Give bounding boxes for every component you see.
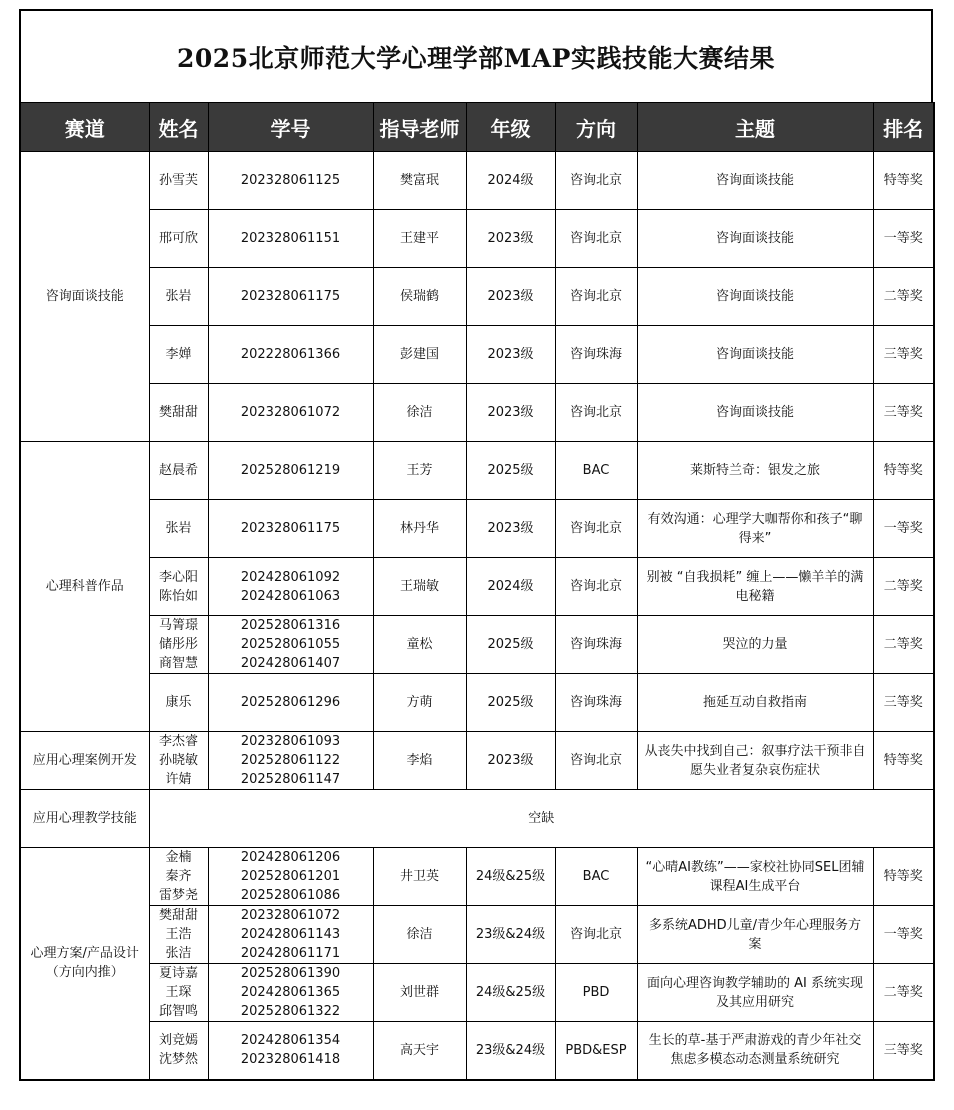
cell-advisor: 王建平 [373,210,466,268]
cell-track: 应用心理教学技能 [20,790,149,848]
cell-student-ids: 202328061125 [208,152,373,210]
table-row [20,210,934,268]
cell-student-ids: 202528061316 202528061055 202428061407 [208,616,373,674]
cell-topic: 咨询面谈技能 [637,268,873,326]
cell-advisor: 徐洁 [373,384,466,442]
cell-student-ids: 202428061206 202528061201 202528061086 [208,848,373,906]
cell-grade: 24级&25级 [466,848,555,906]
cell-student-ids: 202328061151 [208,210,373,268]
cell-grade: 23级&24级 [466,1022,555,1080]
cell-student-ids: 202328061072 202428061143 202428061171 [208,906,373,964]
cell-student-ids: 202328061175 [208,500,373,558]
cell-rank: 三等奖 [873,674,934,732]
cell-grade: 2023级 [466,500,555,558]
cell-rank: 二等奖 [873,616,934,674]
cell-topic: 莱斯特兰奇：银发之旅 [637,442,873,500]
cell-names: 李心阳 陈怡如 [149,558,208,616]
cell-topic: 咨询面谈技能 [637,326,873,384]
cell-grade: 24级&25级 [466,964,555,1022]
cell-direction: 咨询北京 [555,268,637,326]
table-row [20,442,934,500]
cell-advisor: 彭建国 [373,326,466,384]
header-rank: 排名 [873,103,934,152]
header-name: 姓名 [149,103,208,152]
cell-advisor: 王芳 [373,442,466,500]
cell-topic: 多系统ADHD儿童/青少年心理服务方案 [637,906,873,964]
cell-student-ids: 202228061366 [208,326,373,384]
cell-direction: BAC [555,442,637,500]
table-row [20,152,934,210]
cell-advisor: 井卫英 [373,848,466,906]
cell-rank: 特等奖 [873,732,934,790]
table-row [20,500,934,558]
header-advisor: 指导老师 [373,103,466,152]
cell-topic: 哭泣的力量 [637,616,873,674]
cell-rank: 二等奖 [873,268,934,326]
cell-direction: 咨询北京 [555,732,637,790]
cell-direction: 咨询北京 [555,210,637,268]
cell-rank: 特等奖 [873,442,934,500]
cell-student-ids: 202428061092 202428061063 [208,558,373,616]
table-body [20,152,934,1080]
table-row [20,964,934,1022]
title-box [19,9,933,102]
header-topic: 主题 [637,103,873,152]
cell-names: 李杰睿 孙晓敏 许婧 [149,732,208,790]
cell-rank: 三等奖 [873,326,934,384]
cell-rank: 特等奖 [873,152,934,210]
cell-names: 孙雪芙 [149,152,208,210]
table-row [20,384,934,442]
cell-names: 樊甜甜 王浩 张洁 [149,906,208,964]
table-row [20,268,934,326]
cell-direction: 咨询珠海 [555,616,637,674]
cell-rank: 二等奖 [873,558,934,616]
page-title: 2025北京师范大学心理学部MAP实践技能大赛结果 [177,43,775,73]
cell-topic: 别被 “自我损耗” 缠上——懒羊羊的满电秘籍 [637,558,873,616]
cell-direction: 咨询北京 [555,558,637,616]
cell-names: 康乐 [149,674,208,732]
header-grade: 年级 [466,103,555,152]
cell-advisor: 李焰 [373,732,466,790]
cell-student-ids: 202328061072 [208,384,373,442]
cell-direction: 咨询珠海 [555,674,637,732]
cell-student-ids: 202328061175 [208,268,373,326]
cell-topic: 咨询面谈技能 [637,384,873,442]
cell-direction: 咨询珠海 [555,326,637,384]
cell-rank: 一等奖 [873,906,934,964]
cell-topic: 面向心理咨询教学辅助的 AI 系统实现及其应用研究 [637,964,873,1022]
cell-grade: 2023级 [466,326,555,384]
cell-topic: 有效沟通：心理学大咖帮你和孩子“聊得来” [637,500,873,558]
table-row [20,790,934,848]
cell-names: 邢可欣 [149,210,208,268]
cell-topic: 拖延互动自救指南 [637,674,873,732]
cell-student-ids: 202328061093 202528061122 202528061147 [208,732,373,790]
cell-grade: 2023级 [466,732,555,790]
cell-grade: 2024级 [466,558,555,616]
cell-names: 张岩 [149,500,208,558]
cell-direction: 咨询北京 [555,500,637,558]
cell-names: 刘竞嫣 沈梦然 [149,1022,208,1080]
cell-topic: 咨询面谈技能 [637,210,873,268]
cell-topic: “心晴AI教练”——家校社协同SEL团辅课程AI生成平台 [637,848,873,906]
cell-rank: 一等奖 [873,500,934,558]
cell-grade: 2025级 [466,616,555,674]
cell-advisor: 林丹华 [373,500,466,558]
cell-advisor: 王瑞敏 [373,558,466,616]
table-row [20,1022,934,1080]
table-row [20,732,934,790]
cell-grade: 2023级 [466,384,555,442]
cell-rank: 三等奖 [873,384,934,442]
table-row [20,558,934,616]
cell-names: 马箐璟 储彤彤 商智慧 [149,616,208,674]
cell-advisor: 童松 [373,616,466,674]
cell-direction: PBD&ESP [555,1022,637,1080]
cell-topic: 咨询面谈技能 [637,152,873,210]
header-track: 赛道 [20,103,149,152]
cell-names: 夏诗嘉 王琛 邱智鸣 [149,964,208,1022]
cell-topic: 从丧失中找到自己：叙事疗法干预非自愿失业者复杂哀伤症状 [637,732,873,790]
cell-rank: 二等奖 [873,964,934,1022]
cell-advisor: 樊富珉 [373,152,466,210]
cell-names: 赵晨希 [149,442,208,500]
table-row [20,674,934,732]
cell-advisor: 高天宇 [373,1022,466,1080]
cell-grade: 2024级 [466,152,555,210]
cell-rank: 特等奖 [873,848,934,906]
cell-student-ids: 202528061296 [208,674,373,732]
cell-track: 咨询面谈技能 [20,152,149,442]
cell-student-ids: 202528061219 [208,442,373,500]
cell-direction: 咨询北京 [555,152,637,210]
cell-track: 心理方案/产品设计 （方向内推） [20,848,149,1080]
table-row [20,616,934,674]
cell-advisor: 刘世群 [373,964,466,1022]
header-direction: 方向 [555,103,637,152]
cell-track: 心理科普作品 [20,442,149,732]
table-row [20,848,934,906]
cell-advisor: 侯瑞鹤 [373,268,466,326]
cell-student-ids: 202428061354 202328061418 [208,1022,373,1080]
cell-vacant: 空缺 [149,790,934,848]
cell-names: 樊甜甜 [149,384,208,442]
cell-rank: 三等奖 [873,1022,934,1080]
cell-direction: PBD [555,964,637,1022]
cell-names: 张岩 [149,268,208,326]
cell-direction: 咨询北京 [555,384,637,442]
table-row [20,906,934,964]
cell-rank: 一等奖 [873,210,934,268]
cell-grade: 2025级 [466,674,555,732]
cell-student-ids: 202528061390 202428061365 202528061322 [208,964,373,1022]
cell-names: 金楠 秦齐 雷梦尧 [149,848,208,906]
cell-advisor: 方萌 [373,674,466,732]
cell-names: 李婵 [149,326,208,384]
cell-grade: 2023级 [466,268,555,326]
cell-grade: 2023级 [466,210,555,268]
cell-advisor: 徐洁 [373,906,466,964]
header-row [20,103,934,152]
table-row [20,326,934,384]
header-student-id: 学号 [208,103,373,152]
results-table [19,102,935,1081]
cell-grade: 2025级 [466,442,555,500]
cell-direction: 咨询北京 [555,906,637,964]
cell-topic: 生长的草-基于严肃游戏的青少年社交焦虑多模态动态测量系统研究 [637,1022,873,1080]
results-sheet [19,9,933,1081]
cell-track: 应用心理案例开发 [20,732,149,790]
cell-grade: 23级&24级 [466,906,555,964]
cell-direction: BAC [555,848,637,906]
